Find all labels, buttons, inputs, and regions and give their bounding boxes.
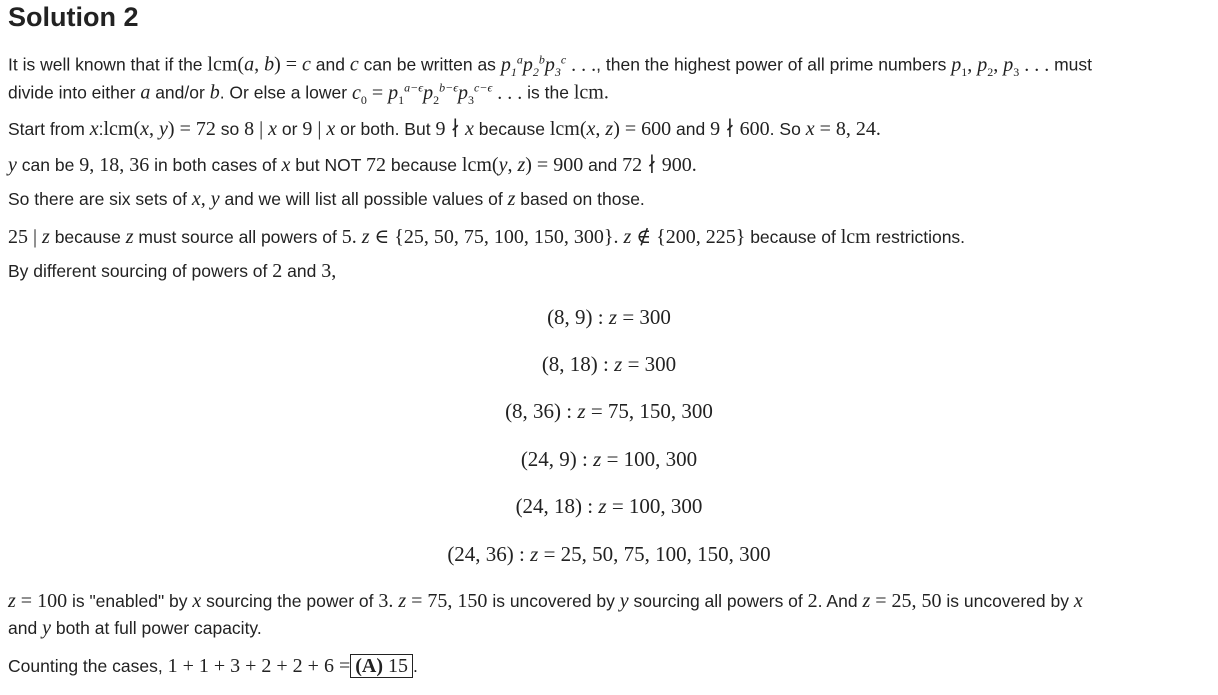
- six-sets-line: [8, 188, 645, 211]
- intro-line-1: [8, 52, 1092, 80]
- math-c: c: [349, 53, 359, 76]
- text: can be: [21, 155, 75, 175]
- math-72: 72: [365, 154, 386, 176]
- text: and: [676, 119, 706, 139]
- math-prime-product: $p_1^ap_2^bp_3^c$ . . .: [500, 52, 597, 79]
- equation-case: (8, 36) : z = 75, 150, 300: [505, 399, 713, 423]
- text: . And: [817, 591, 858, 611]
- math-z-set: 5. z ∈ {25, 50, 75, 100, 150, 300}. z ∉ {200, 225}: [341, 226, 746, 248]
- text: By different sourcing of powers of: [8, 261, 268, 281]
- final-answer-line: [8, 655, 418, 678]
- text: . Or else a lower: [219, 82, 348, 103]
- math-lcm: lcm: [840, 226, 871, 248]
- equation-case: (24, 18) : z = 100, 300: [515, 494, 703, 518]
- text: restrictions.: [875, 227, 966, 247]
- math-lcm-xy: lcm(x, y) = 72: [103, 118, 216, 140]
- math-primes: $p_1$, $p_2$, $p_3$ . . .: [951, 53, 1050, 79]
- text: . So: [769, 119, 801, 139]
- math-9-divides-x: 9 | x: [302, 118, 336, 140]
- math-a: a: [140, 81, 151, 104]
- math-72-ndivides-900: 72 ∤ 900.: [622, 154, 697, 176]
- explanation-line-2: [8, 617, 262, 640]
- text: and: [8, 618, 38, 638]
- intro-line-2: [8, 80, 609, 108]
- text: is "enabled" by: [71, 591, 188, 611]
- text: So there are six sets of: [8, 189, 187, 209]
- math-z-100: z = 100: [8, 590, 68, 612]
- equation-case: (8, 18) : z = 300: [541, 352, 677, 376]
- text: both at full power capacity.: [55, 618, 262, 638]
- math-8-divides-x: 8 | x: [244, 118, 277, 140]
- text: so: [220, 119, 240, 139]
- math-lcm-ab: lcm(a, b) = c: [207, 53, 311, 76]
- math-z: z: [125, 226, 134, 248]
- solution-title: Solution 2: [8, 2, 139, 32]
- text: is uncovered by: [492, 591, 615, 611]
- text: must source all powers of: [138, 227, 337, 247]
- math-9-ndivides-600: 9 ∤ 600: [710, 118, 770, 140]
- start-line: [8, 116, 881, 141]
- sourcing-line: [8, 260, 336, 283]
- math-y-candidates: 9, 18, 36: [79, 154, 150, 176]
- text: must: [1054, 54, 1093, 75]
- text: or: [281, 119, 298, 139]
- math-lcm: lcm.: [573, 81, 609, 104]
- z-set-line: [8, 224, 965, 249]
- text: , then the highest power of all prime numbers: [596, 54, 947, 75]
- text: divide into either: [8, 82, 136, 103]
- math-9-ndivides-x: 9 ∤ x: [435, 118, 474, 140]
- y-values-line: [8, 152, 697, 177]
- text: or both. But: [340, 119, 431, 139]
- equation-case: (24, 9) : z = 100, 300: [520, 447, 698, 471]
- text: is the: [527, 82, 569, 103]
- text: and: [287, 261, 317, 281]
- math-x-values: x = 8, 24.: [805, 118, 881, 140]
- math-z: z: [507, 188, 516, 210]
- math-c0: $c_0 = p_1^{a-\epsilon}p_2^{b-\epsilon}p_3^{c-\epsilon}$ . . .: [351, 80, 523, 107]
- text: because of: [750, 227, 836, 247]
- text: and/or: [155, 82, 205, 103]
- math-sum: 1 + 1 + 3 + 2 + 2 + 6 =: [167, 655, 351, 677]
- text: sourcing all powers of: [633, 591, 803, 611]
- math-x: x: [1073, 590, 1083, 612]
- math-25-divides-z: 25 | z: [8, 226, 50, 248]
- math-y: y: [42, 617, 51, 639]
- explanation-line-1: [8, 590, 1083, 613]
- math-xy: x, y: [191, 188, 220, 210]
- math-b: b: [209, 81, 220, 104]
- text: because: [54, 227, 121, 247]
- text: based on those.: [520, 189, 645, 209]
- math-y: y: [619, 590, 629, 612]
- math-z-75-150: 3. z = 75, 150: [378, 590, 488, 612]
- math-y: y: [8, 154, 17, 176]
- text: and: [315, 54, 345, 75]
- answer-box: (A) 15: [350, 654, 413, 678]
- text: because: [390, 155, 458, 175]
- math-lcm-yz: lcm(y, z) = 900: [461, 154, 584, 176]
- text: Start from: [8, 119, 85, 139]
- math-3: 3,: [321, 260, 337, 282]
- text: and: [588, 155, 618, 175]
- text: sourcing the power of: [206, 591, 374, 611]
- text: but NOT: [295, 155, 362, 175]
- math-2: 2: [272, 260, 283, 282]
- math-lcm-xz: lcm(x, z) = 600: [549, 118, 672, 140]
- math-z-25-50: z = 25, 50: [862, 590, 942, 612]
- text: in both cases of: [154, 155, 277, 175]
- text: is uncovered by: [946, 591, 1069, 611]
- text: because: [478, 119, 545, 139]
- equation-case: (24, 36) : z = 25, 50, 75, 100, 150, 300: [447, 542, 771, 566]
- math-x: x: [281, 154, 291, 176]
- text: It is well known that if the: [8, 54, 203, 75]
- math-2: 2: [807, 590, 818, 612]
- equation-case: (8, 9) : z = 300: [547, 305, 671, 329]
- text: and we will list all possible values of: [224, 189, 503, 209]
- text: Counting the cases,: [8, 656, 163, 676]
- text: can be written as: [363, 54, 496, 75]
- text: .: [413, 656, 418, 676]
- math-x: x: [89, 118, 99, 140]
- math-x: x: [192, 590, 202, 612]
- text: :: [98, 119, 104, 139]
